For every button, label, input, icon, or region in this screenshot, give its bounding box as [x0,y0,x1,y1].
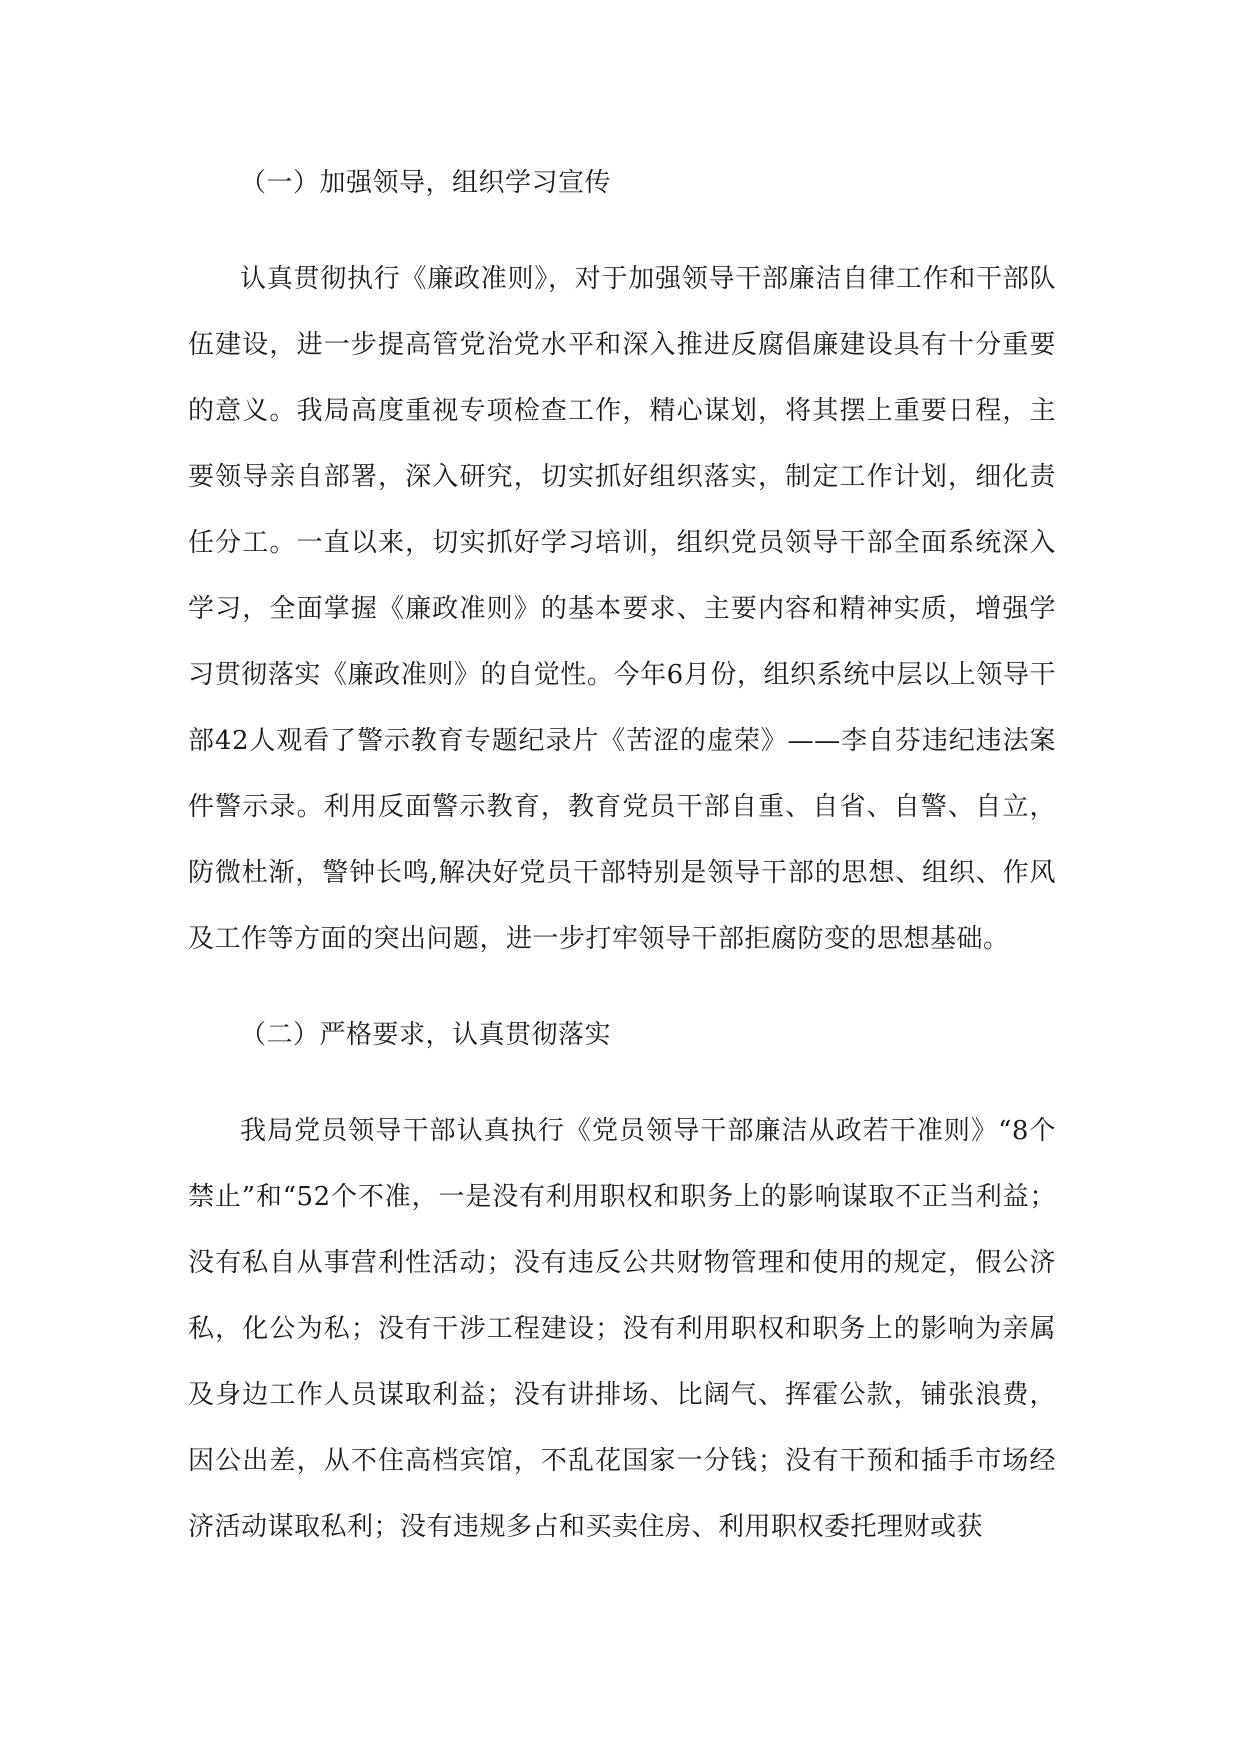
section-paragraph-1: 认真贯彻执行《廉政准则》，对于加强领导干部廉洁自律工作和干部队伍建设，进一步提高管党治党水平和深入推进反腐倡廉建设具有十分重要的意义。我局高度重视专项检查工作，精心谋划，将其摆上重要日程，主要领导亲自部署，深入研究，切实抓好组织落实，制定工作计划，细化责任分工。一直以来，切实抓好学习培训，组织党员领导干部全面系统深入学习，全面掌握《廉政准则》的基本要求、主要内容和精神实质，增强学习贯彻落实《廉政准则》的自觉性。今年6月份，组织系统中层以上领导干部42人观看了警示教育专题纪录片《苦涩的虚荣》——李自芬违纪违法案件警示录。利用反面警示教育，教育党员干部自重、自省、自警、自立，防微杜渐，警钟长鸣,解决好党员干部特别是领导干部的思想、组织、作风及工作等方面的突出问题，进一步打牢领导干部拒腐防变的思想基础。 [188,264,1056,954]
section-heading-2: （二）严格要求，认真贯彻落实 [240,1020,612,1050]
section-heading-1: （一）加强领导，组织学习宣传 [240,168,612,198]
document-body [188,150,1056,1590]
section-paragraph-2: 我局党员领导干部认真执行《党员领导干部廉洁从政若干准则》“8个禁止”和“52个不准，一是没有利用职权和职务上的影响谋取不正当利益；没有私自从事营利性活动；没有违反公共财物管理和使用的规定，假公济私，化公为私；没有干涉工程建设；没有利用职权和职务上的影响为亲属及身边工作人员谋取利益；没有讲排场、比阔气、挥霍公款，铺张浪费，因公出差，从不住高档宾馆，不乱花国家一分钱；没有干预和插手市场经济活动谋取私利；没有违规多占和买卖住房、利用职权委托理财或获 [188,1116,1056,1542]
